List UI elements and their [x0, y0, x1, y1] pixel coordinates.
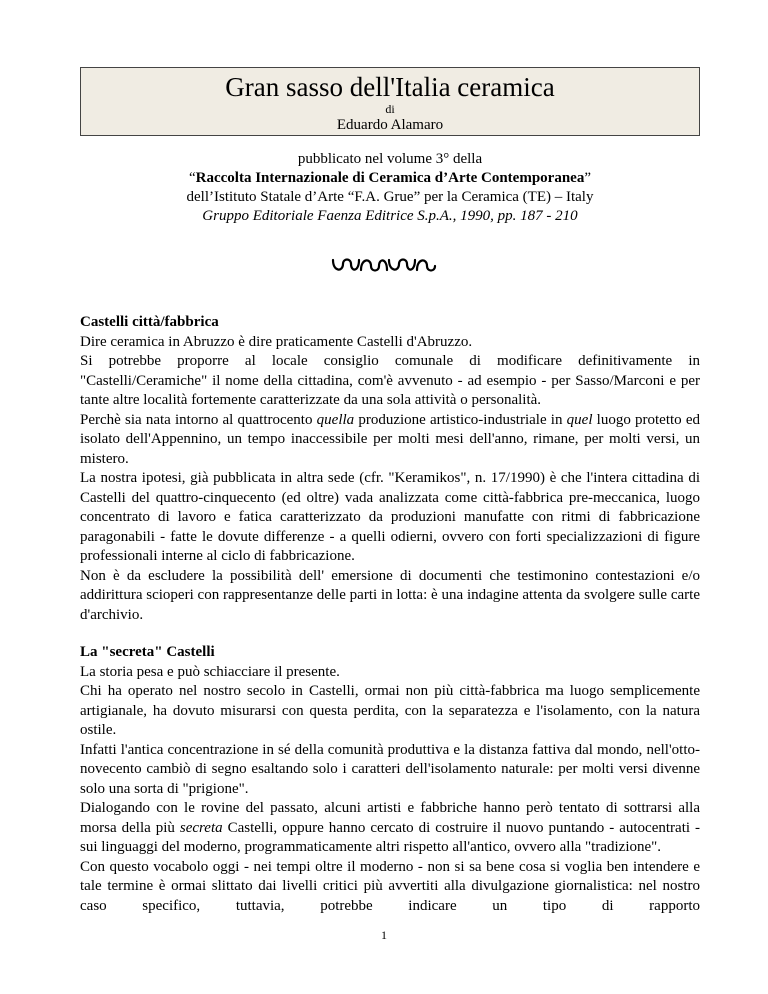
page-number: 1: [381, 928, 387, 942]
paragraph: Dire ceramica in Abruzzo è dire praticamente Castelli d'Abruzzo.: [80, 333, 473, 350]
by-label: di: [385, 102, 395, 116]
title-box: [80, 67, 700, 136]
ornament-divider: [0, 254, 768, 282]
section-heading-2: La "secreta" Castelli: [80, 644, 215, 660]
section-heading-1: Castelli città/fabbrica: [80, 314, 219, 330]
publication-line-4: Gruppo Editoriale Faenza Editrice S.p.A., 1990, pp. 187 - 210: [202, 208, 578, 224]
close-quote: ”: [584, 170, 591, 186]
paragraph: Chi ha operato nel nostro secolo in Castelli, ormai non più città-fabbrica ma luogo semplicemente artigianale, ha dovuto misurarsi con questa perdita, con la separatezza e l'isolamento, con la natura ostile.: [80, 683, 700, 738]
italic-text: secreta: [179, 819, 223, 836]
paragraph: Si potrebbe proporre al locale consiglio comunale di modificare definitivamente in "Castelli/Ceramiche" il nome della cittadina, com'è avvenuto - ad esempio - per Sasso/Marconi e per tante altre località fortemente caratterizzate da una sola attività o personalità.: [80, 353, 700, 408]
text-run: luogo protetto ed isolato dell'Appennino, un tempo inaccessibile per molti mesi dell'anno, rimane, per molti versi, un mistero.: [80, 411, 700, 467]
section-gap: [80, 625, 700, 643]
publication-line-3: dell’Istituto Statale d’Arte “F.A. Grue” per la Ceramica (TE) – Italy: [186, 189, 594, 205]
text-run: Dialogando con le rovine del passato, alcuni artisti e fabbriche hanno però tentato di sottrarsi alla morsa della più: [80, 800, 700, 836]
publication-line-2: [80, 169, 700, 188]
text-run: Perchè sia nata intorno al quattrocento: [80, 411, 317, 428]
document-title: Gran sasso dell'Italia ceramica: [225, 72, 555, 102]
collection-name: Raccolta Internazionale di Ceramica d’Arte Contemporanea: [195, 170, 585, 186]
article-body: [80, 313, 700, 916]
paragraph: La nostra ipotesi, già pubblicata in altra sede (cfr. "Keramikos", n. 17/1990) è che l'intera cittadina di Castelli del quattro-cinquecento (ed oltre) vada analizzata come città-fabbrica pre-meccanica, luogo concentrato di lavoro e fatica caratterizzato da produzioni manufatte con ritmi di fabbricazione paragonabili - fatte le dovute differenze - a quelli odierni, ovvero con forti specializzazioni di figure professionali interne al ciclo di fabbricazione.: [80, 470, 700, 564]
paragraph: La storia pesa e può schiacciare il presente.: [80, 663, 340, 680]
italic-text: quel: [566, 411, 593, 428]
italic-text: quella: [316, 411, 355, 428]
author-name: Eduardo Alamaro: [336, 117, 444, 133]
paragraph: [80, 799, 700, 858]
publication-line-1: pubblicato nel volume 3° della: [297, 151, 483, 167]
text-run: Castelli, oppure hanno cercato di costruire il nuovo puntando - autocentrati - sui linguaggi del moderno, programmaticamente altri rispetto all'antico, ovvero alla "tradizione".: [80, 819, 700, 855]
paragraph: Con questo vocabolo oggi - nei tempi oltre il moderno - non si sa bene cosa si voglia ben intendere e tale termine è ormai slittato dai livelli critici più avvertiti alla divulgazione giornalistica: nel nostro caso specifico, tuttavia, potrebbe indicare un tipo di rapporto: [80, 858, 700, 914]
publication-info: [80, 150, 700, 226]
paragraph: Non è da escludere la possibilità dell' emersione di documenti che testimonino contestazioni e/o addirittura scioperi con rappresentanze delle parti in lotta: è una indagine attenta da svolgere sulle carte d'archivio.: [80, 567, 700, 623]
paragraph: Infatti l'antica concentrazione in sé della comunità produttiva e la distanza fattiva dal mondo, nell'otto-novecento cambiò di segno esaltando solo i caratteri dell'isolamento naturale: per molti versi divenne solo una sorta di "prigione".: [80, 741, 700, 797]
paragraph: [80, 411, 700, 470]
text-run: produzione artistico-industriale in: [354, 411, 567, 428]
ornament-icon: [329, 254, 439, 276]
open-quote: “: [188, 170, 196, 186]
